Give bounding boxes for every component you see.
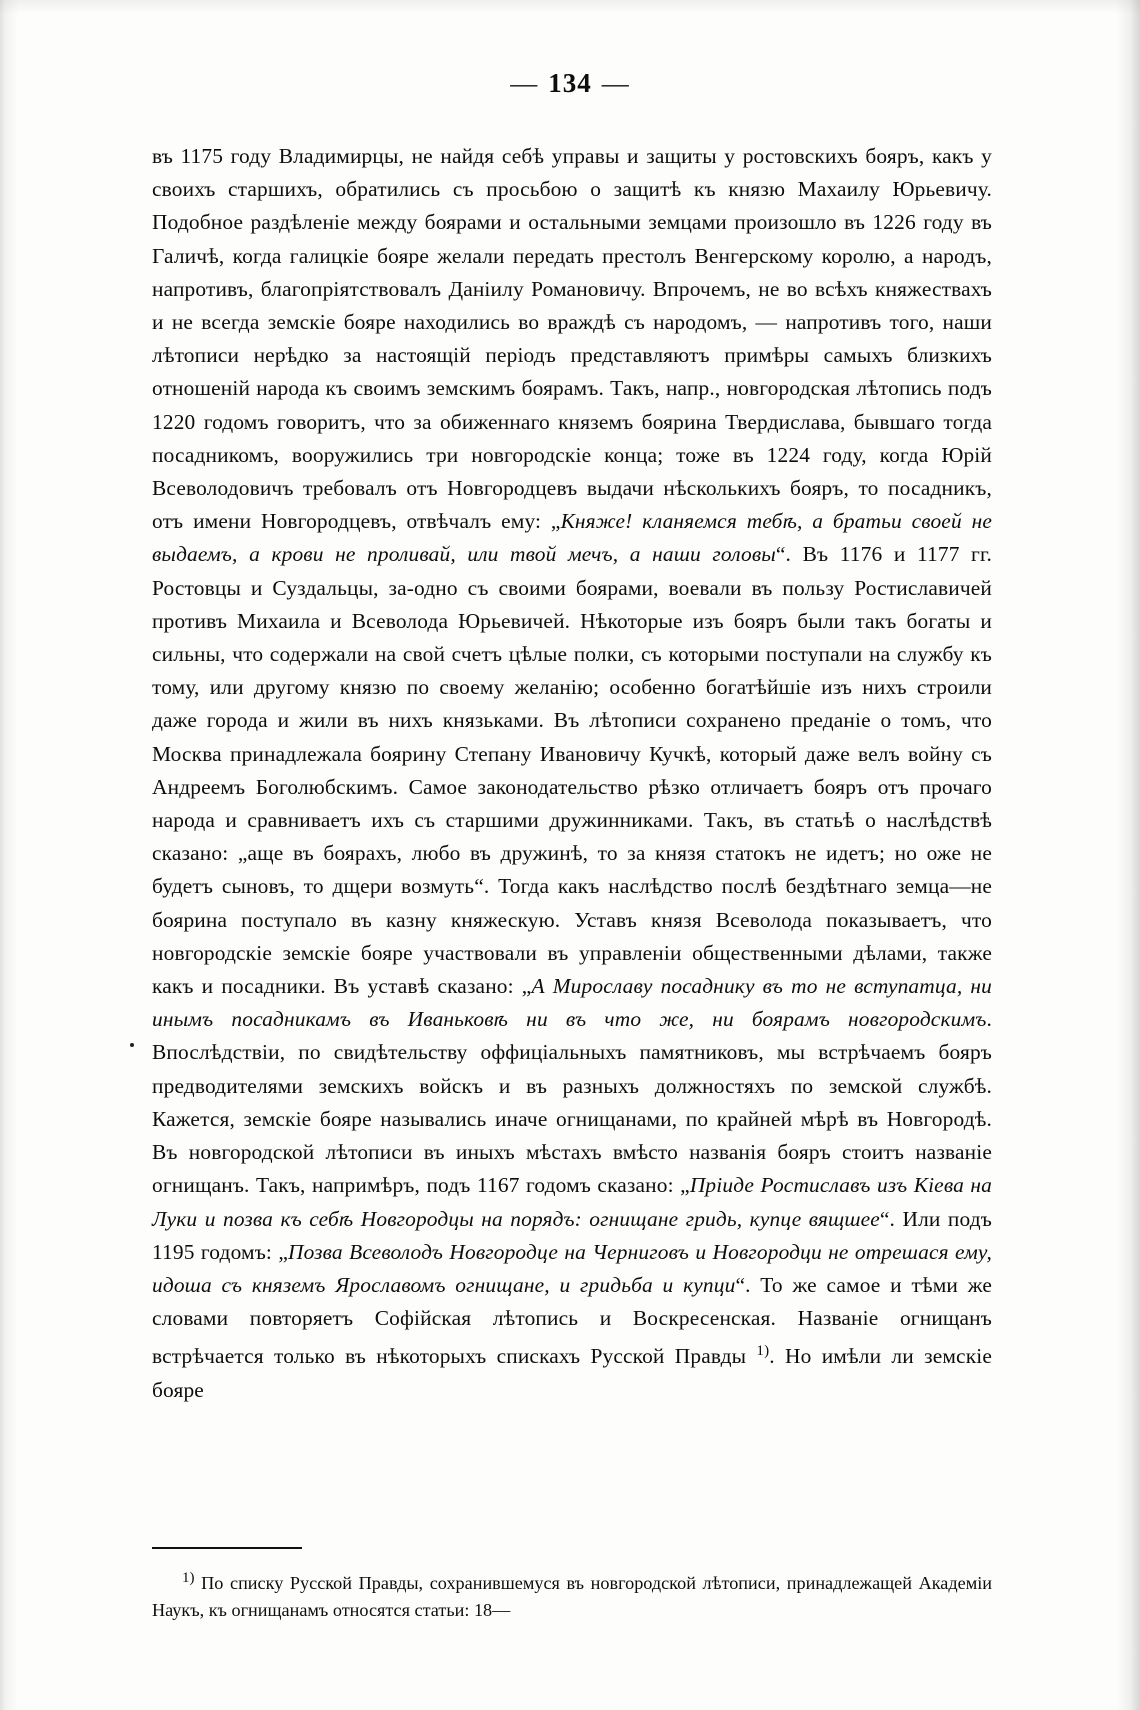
body-segment-1: въ 1175 году Владимирцы, не найдя себѣ управы и защиты у ростовскихъ бояръ, какъ у своихъ старшихъ, обратились съ просьбою о защитѣ къ князю Махаилу Юрьевичу. Подобное раздѣленіе между боярами и остальными земцами произошло въ 1226 году въ Галичѣ, когда галицкіе бояре желали передать престолъ Венгерскому королю, а народъ, напротивъ, благопріятствовалъ Даніилу Романовичу. Впрочемъ, не во всѣхъ княжествахъ и не всегда земскіе бояре находились во враждѣ съ народомъ, — напротивъ того, наши лѣтописи нерѣдко за настоящій періодъ представляютъ примѣры самыхъ близкихъ отношеній народа къ своимъ земскимъ боярамъ. Такъ, напр., новгородская лѣтопись подъ 1220 годомъ говоритъ, что за обиженнаго княземъ боярина Твердислава, бывшаго тогда посадникомъ, вооружились три новгородскіе конца; тоже въ 1224 году, когда Юрій Всеволодовичъ требовалъ отъ Новгородцевъ выдачи нѣсколькихъ бояръ, то посадникъ, отъ имени Новгородцевъ, отвѣчалъ ему: „ (152, 144, 992, 534)
quotation-4: Позва Всеволодъ Новгородце на Черниговъ и Новгородци не отрешася ему, идоша съ княземъ Ярославомъ огнищане, и гридьба и купци (152, 1239, 992, 1297)
quotation-3: Пріиде Ростиславъ изъ Кіева на Луки и позва къ себѣ Новгородцы на порядъ: огнищане гридь, купце вящшее (152, 1173, 992, 1231)
page-number-value: 134 (548, 68, 592, 98)
page-edge-shadow-right (1116, 0, 1140, 1710)
body-segment-5: “. То же самое и тѣми же словами повторяетъ Софійская лѣтопись и Воскресенская. Названіе огнищанъ встрѣчается только въ нѣкоторыхъ спискахъ Русской Правды (152, 1272, 992, 1369)
footnote-text: По списку Русской Правды, сохранившемуся въ новгородской лѣтописи, принадлежащей Академіи Наукъ, къ огнищанамъ относятся статьи: 18— (152, 1573, 993, 1621)
footnote-marker: 1) (182, 1570, 195, 1586)
page-number-dash-right: — (601, 68, 630, 98)
body-segment-4: “. Или подъ 1195 годомъ: „ (152, 1206, 992, 1264)
body-segment-2: “. Въ 1176 и 1177 гг. Ростовцы и Суздальцы, за-одно съ своими боярами, воевали въ пользу Ростиславичей противъ Михаила и Всеволода Юрьевичей. Нѣкоторые изъ бояръ были такъ богаты и сильны, что содержали на свой счетъ цѣлые полки, съ которыми поступали на службу къ тому, или другому князю по своему желанію; особенно богатѣйшіе изъ нихъ строили даже города и жили въ нихъ князьками. Въ лѣтописи сохранено преданіе о томъ, что Москва принадлежала боярину Степану Ивановичу Кучкѣ, который даже велъ войну съ Андреемъ Боголюбскимъ. Самое законодательство рѣзко отличаетъ бояръ отъ прочаго народа и сравниваетъ ихъ съ старшими дружинниками. Такъ, въ статьѣ о наслѣдствѣ сказано: „аще въ боярахъ, любо въ дружинѣ, то за князя статокъ не идетъ; но оже не будетъ сыновъ, то дщери возмуть“. Тогда какъ наслѣдство послѣ бездѣтнаго земца—не боярина поступало въ казну княжескую. Уставъ князя Всеволода показываетъ, что новгородскіе земскіе бояре участвовали въ управленіи общественными дѣлами, также какъ и посадники. Въ уставѣ сказано: „ (152, 542, 992, 999)
footnote-separator-rule (152, 1547, 302, 1549)
footnote (152, 1565, 992, 1624)
page-number-dash-left: — (510, 68, 539, 98)
body-segment-6: . Но имѣли ли земскіе бояре (152, 1344, 992, 1402)
body-segment-3: . Впослѣдствіи, по свидѣтельству оффиціальныхъ памятниковъ, мы встрѣчаемъ бояръ предводителями земскихъ войскъ и въ разныхъ должностяхъ по земской службѣ. Кажется, земскіе бояре назывались иначе огнищанами, по крайней мѣрѣ въ Новгородѣ. Въ новгородской лѣтописи въ иныхъ мѣстахъ вмѣсто названія бояръ стоитъ названіе огнищанъ. Такъ, напримѣръ, подъ 1167 годомъ сказано: „ (152, 1007, 992, 1198)
footnote-reference-marker: 1) (756, 1343, 770, 1360)
page-number (0, 68, 1140, 99)
quotation-2: А Мирославу посаднику въ то не вступатца, ни инымъ посадникамъ въ Иваньковѣ ни въ что же, ни боярамъ новгородскимъ (152, 974, 992, 1032)
body-paragraph (152, 140, 992, 1407)
margin-speck (130, 1043, 134, 1047)
body-text (152, 140, 992, 1407)
page-edge-shadow-top (0, 0, 1140, 14)
page-edge-shadow-left (0, 0, 18, 1710)
quotation-1: Княже! кланяемся тебѣ, а братьи своей не выдаемъ, а крови не проливай, или твой мечъ, а наши головы (152, 509, 992, 567)
